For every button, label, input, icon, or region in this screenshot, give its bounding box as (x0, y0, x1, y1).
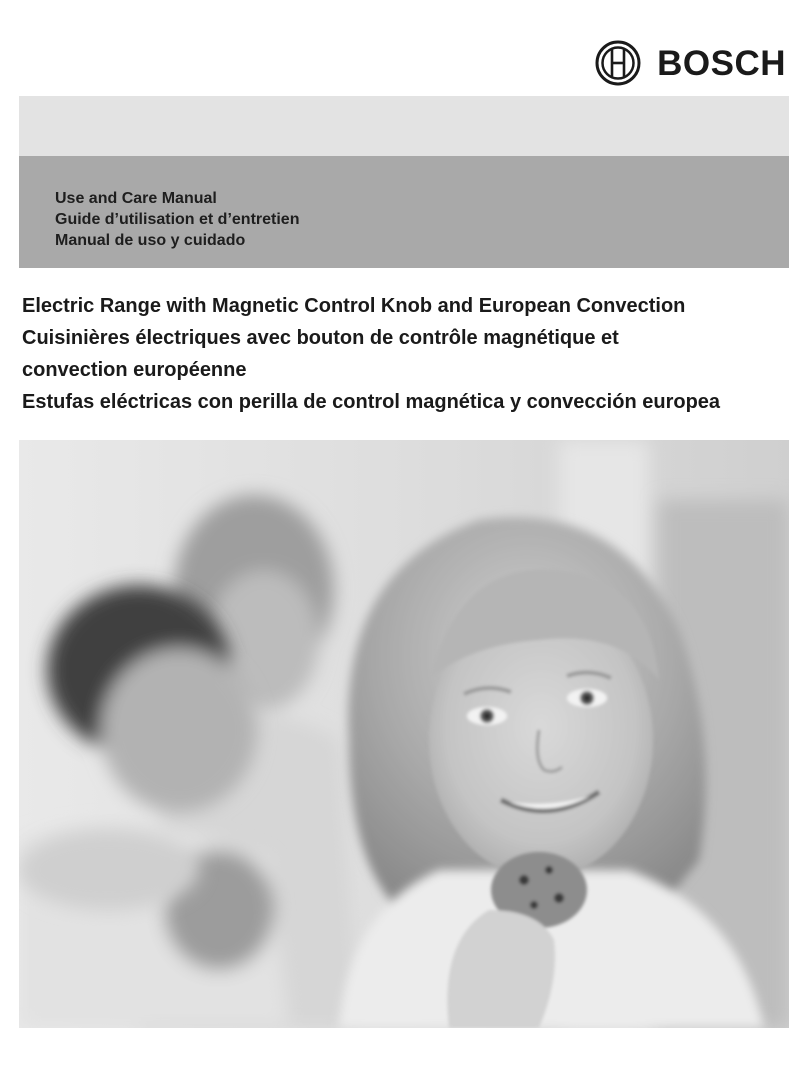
header-band-light (19, 96, 789, 156)
family-photo-illustration (19, 440, 789, 1028)
product-title-fr-line2: convection européenne (22, 359, 247, 381)
brand-name: BOSCH (657, 43, 786, 83)
brand-header (595, 40, 786, 86)
manual-titles (55, 188, 299, 251)
manual-title-fr: Guide d’utilisation et d’entretien (55, 211, 300, 228)
product-titles (22, 290, 792, 418)
product-title-en: Electric Range with Magnetic Control Knob and European Convection (22, 295, 686, 317)
product-title-fr-line1: Cuisinières électriques avec bouton de contrôle magnétique et (22, 327, 619, 349)
manual-title-en: Use and Care Manual (55, 190, 217, 207)
bosch-armature-icon (595, 40, 641, 86)
family-photo (19, 440, 789, 1028)
manual-title-es: Manual de uso y cuidado (55, 232, 246, 249)
product-title-es: Estufas eléctricas con perilla de control magnética y convección europea (22, 391, 721, 413)
